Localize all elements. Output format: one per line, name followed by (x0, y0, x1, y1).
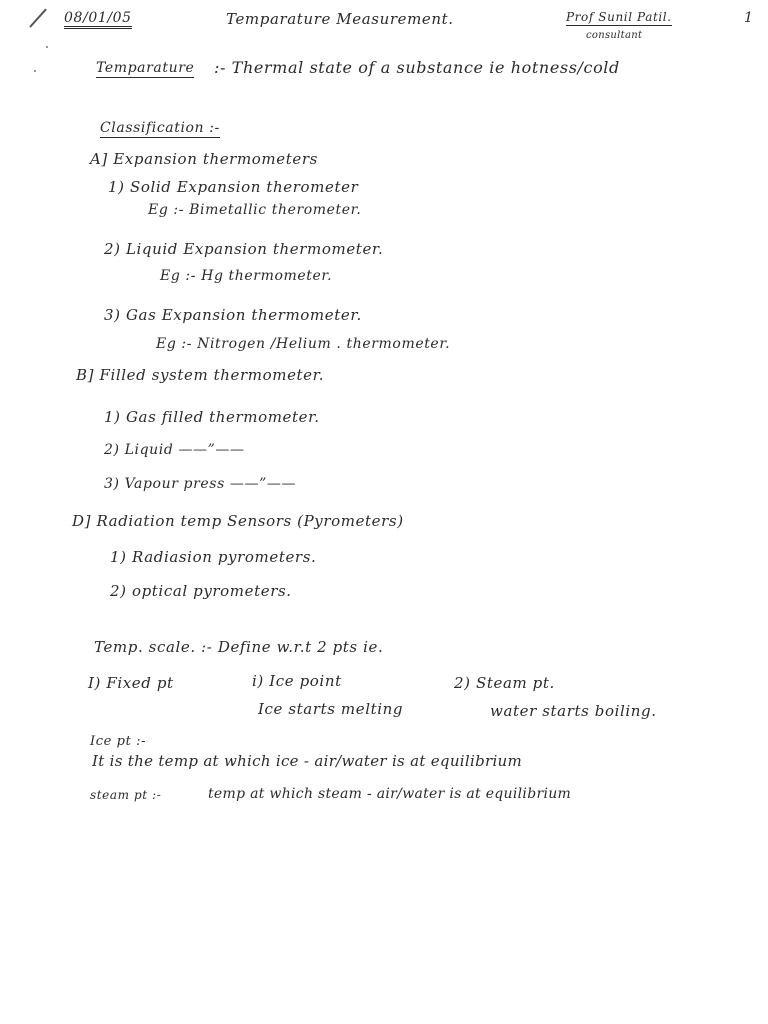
group-d-item-2: 2) optical pyrometers. (110, 582, 292, 600)
header-author-role: consultant (586, 30, 643, 41)
steam-pt-heading: steam pt :- (90, 788, 162, 802)
steam-point-label: 2) Steam pt. (454, 674, 555, 692)
ice-pt-heading: Ice pt :- (90, 734, 147, 749)
group-d-title: D] Radiation temp Sensors (Pyrometers) (72, 512, 404, 530)
group-b-item-3: 3) Vapour press ——”—— (104, 476, 297, 492)
header-date: 08/01/05 (64, 10, 132, 29)
group-b-title: B] Filled system thermometer. (76, 366, 325, 384)
group-a-item-1: 1) Solid Expansion therometer (108, 178, 359, 196)
group-a-item-3: 3) Gas Expansion thermometer. (104, 306, 362, 324)
group-b-item-2: 2) Liquid ——”—— (104, 442, 245, 458)
ice-pt-text: It is the temp at which ice - air/water is at equilibrium (92, 752, 523, 770)
temp-scale-line: Temp. scale. :- Define w.r.t 2 pts ie. (94, 638, 384, 656)
ink-dot (46, 46, 48, 48)
definition-term: Temparature (96, 60, 195, 76)
classification-heading: Classification :- (100, 120, 220, 136)
ice-point-label: i) Ice point (252, 672, 342, 690)
page-number: 1 (744, 10, 754, 26)
ink-dot (34, 70, 36, 72)
group-a-example-3: Eg :- Nitrogen /Helium . thermometer. (156, 336, 451, 352)
group-b-item-1: 1) Gas filled thermometer. (104, 408, 320, 426)
group-a-title: A] Expansion thermometers (90, 150, 318, 168)
group-a-example-2: Eg :- Hg thermometer. (160, 268, 333, 284)
group-a-item-2: 2) Liquid Expansion thermometer. (104, 240, 384, 258)
fixed-point-label: I) Fixed pt (88, 674, 174, 692)
group-d-item-1: 1) Radiasion pyrometers. (110, 548, 317, 566)
header-author: Prof Sunil Patil. (566, 10, 672, 24)
group-a-example-1: Eg :- Bimetallic therometer. (148, 202, 362, 218)
steam-note: water starts boiling. (490, 702, 657, 720)
page-title: Temparature Measurement. (226, 10, 454, 28)
steam-pt-text: temp at which steam - air/water is at equilibrium (208, 786, 572, 802)
ice-note: Ice starts melting (258, 700, 404, 718)
definition-text: :- Thermal state of a substance ie hotness/cold (214, 58, 620, 77)
pen-stroke-mark (29, 8, 47, 27)
